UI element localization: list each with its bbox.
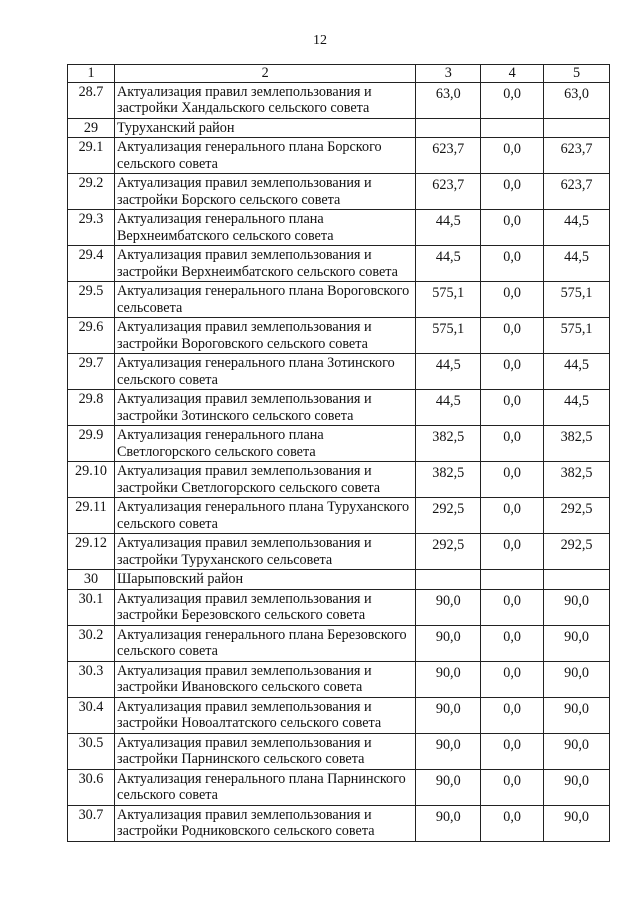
- row-value-col5-cell: 90,0: [544, 805, 610, 841]
- row-value-col4-cell: 0,0: [481, 282, 544, 318]
- row-description-cell: Актуализация правил землепользования и застройки Светлогорского сельского совета: [114, 462, 415, 498]
- row-description-cell: Актуализация генерального плана Туруханского сельского совета: [114, 498, 415, 534]
- row-number-cell: 29.5: [68, 282, 115, 318]
- row-value-col5-cell: 90,0: [544, 589, 610, 625]
- table-row: [68, 625, 610, 661]
- table-row: [68, 498, 610, 534]
- row-value-col4-cell: 0,0: [481, 426, 544, 462]
- row-value-col5-cell: 90,0: [544, 697, 610, 733]
- table-row: [68, 589, 610, 625]
- row-description-cell: Актуализация правил землепользования и застройки Туруханского сельсовета: [114, 534, 415, 570]
- row-value-col5-cell: 90,0: [544, 661, 610, 697]
- row-value-col4-cell: 0,0: [481, 534, 544, 570]
- row-value-col3-cell: 90,0: [416, 805, 481, 841]
- row-description-cell: Актуализация генерального плана Зотинского сельского совета: [114, 354, 415, 390]
- row-description-cell: Актуализация генерального плана Березовского сельского совета: [114, 625, 415, 661]
- row-value-col5-cell: 44,5: [544, 354, 610, 390]
- table-row: [68, 570, 610, 590]
- row-value-col5-cell: 623,7: [544, 174, 610, 210]
- row-value-col5-cell: 292,5: [544, 534, 610, 570]
- row-value-col4-cell: 0,0: [481, 805, 544, 841]
- budget-table: [67, 64, 610, 842]
- row-number-cell: 29.3: [68, 210, 115, 246]
- table-row: [68, 210, 610, 246]
- table-row: [68, 282, 610, 318]
- row-value-col3-cell: 90,0: [416, 733, 481, 769]
- table-row: [68, 138, 610, 174]
- row-value-col5-cell: 44,5: [544, 210, 610, 246]
- row-value-col3-cell: 63,0: [416, 82, 481, 118]
- row-value-col3-cell: 44,5: [416, 354, 481, 390]
- row-description-cell: Шарыповский район: [114, 570, 415, 590]
- row-value-col4-cell: 0,0: [481, 174, 544, 210]
- row-description-cell: Актуализация генерального плана Вороговского сельсовета: [114, 282, 415, 318]
- row-value-col5-cell: 382,5: [544, 426, 610, 462]
- row-value-col5-cell: 90,0: [544, 625, 610, 661]
- table-row: [68, 805, 610, 841]
- row-value-col3-cell: 44,5: [416, 246, 481, 282]
- table-row: [68, 462, 610, 498]
- row-value-col4-cell: 0,0: [481, 210, 544, 246]
- row-description-cell: Туруханский район: [114, 118, 415, 138]
- row-value-col4-cell: 0,0: [481, 661, 544, 697]
- row-number-cell: 30.4: [68, 697, 115, 733]
- table-row: [68, 118, 610, 138]
- row-description-cell: Актуализация правил землепользования и застройки Борского сельского совета: [114, 174, 415, 210]
- row-value-col5-cell: 575,1: [544, 282, 610, 318]
- row-value-col5-cell: 575,1: [544, 318, 610, 354]
- row-value-col3-cell: 90,0: [416, 697, 481, 733]
- row-value-col4-cell: 0,0: [481, 589, 544, 625]
- row-number-cell: 29.6: [68, 318, 115, 354]
- table-row: [68, 354, 610, 390]
- header-cell-5: 5: [544, 65, 610, 83]
- table-row: [68, 769, 610, 805]
- row-description-cell: Актуализация правил землепользования и застройки Ивановского сельского совета: [114, 661, 415, 697]
- row-value-col3-cell: 382,5: [416, 426, 481, 462]
- row-value-col3-cell: [416, 118, 481, 138]
- row-number-cell: 28.7: [68, 82, 115, 118]
- row-value-col3-cell: 292,5: [416, 498, 481, 534]
- table-header-row: [68, 65, 610, 83]
- row-number-cell: 29.7: [68, 354, 115, 390]
- row-number-cell: 29: [68, 118, 115, 138]
- row-description-cell: Актуализация генерального плана Парнинского сельского совета: [114, 769, 415, 805]
- row-value-col4-cell: 0,0: [481, 138, 544, 174]
- row-number-cell: 30: [68, 570, 115, 590]
- row-description-cell: Актуализация правил землепользования и застройки Березовского сельского совета: [114, 589, 415, 625]
- table-row: [68, 426, 610, 462]
- row-description-cell: Актуализация правил землепользования и застройки Новоалтатского сельского совета: [114, 697, 415, 733]
- page-number: 12: [313, 33, 327, 48]
- row-description-cell: Актуализация генерального плана Борского сельского совета: [114, 138, 415, 174]
- table-row: [68, 318, 610, 354]
- row-number-cell: 29.10: [68, 462, 115, 498]
- row-number-cell: 29.2: [68, 174, 115, 210]
- row-value-col4-cell: [481, 570, 544, 590]
- row-value-col3-cell: 575,1: [416, 318, 481, 354]
- row-value-col4-cell: 0,0: [481, 354, 544, 390]
- row-value-col5-cell: 44,5: [544, 246, 610, 282]
- row-value-col5-cell: 623,7: [544, 138, 610, 174]
- row-value-col5-cell: [544, 570, 610, 590]
- row-value-col3-cell: 44,5: [416, 390, 481, 426]
- table-row: [68, 661, 610, 697]
- row-description-cell: Актуализация правил землепользования и застройки Зотинского сельского совета: [114, 390, 415, 426]
- row-number-cell: 30.5: [68, 733, 115, 769]
- row-value-col3-cell: 292,5: [416, 534, 481, 570]
- row-value-col4-cell: 0,0: [481, 246, 544, 282]
- row-number-cell: 30.3: [68, 661, 115, 697]
- row-number-cell: 29.4: [68, 246, 115, 282]
- header-cell-4: 4: [481, 65, 544, 83]
- header-cell-1: 1: [68, 65, 115, 83]
- row-description-cell: Актуализация генерального плана Верхнеимбатского сельского совета: [114, 210, 415, 246]
- row-number-cell: 30.2: [68, 625, 115, 661]
- row-value-col3-cell: 90,0: [416, 769, 481, 805]
- row-description-cell: Актуализация правил землепользования и застройки Парнинского сельского совета: [114, 733, 415, 769]
- row-value-col3-cell: [416, 570, 481, 590]
- row-value-col4-cell: 0,0: [481, 625, 544, 661]
- row-value-col4-cell: 0,0: [481, 769, 544, 805]
- row-value-col3-cell: 90,0: [416, 589, 481, 625]
- row-value-col4-cell: 0,0: [481, 733, 544, 769]
- row-number-cell: 29.1: [68, 138, 115, 174]
- row-value-col4-cell: 0,0: [481, 498, 544, 534]
- row-value-col5-cell: 44,5: [544, 390, 610, 426]
- row-value-col5-cell: [544, 118, 610, 138]
- row-value-col3-cell: 575,1: [416, 282, 481, 318]
- row-value-col5-cell: 63,0: [544, 82, 610, 118]
- row-description-cell: Актуализация генерального плана Светлогорского сельского совета: [114, 426, 415, 462]
- row-value-col3-cell: 44,5: [416, 210, 481, 246]
- row-description-cell: Актуализация правил землепользования и застройки Вороговского сельского совета: [114, 318, 415, 354]
- table-row: [68, 82, 610, 118]
- table-row: [68, 697, 610, 733]
- row-number-cell: 29.12: [68, 534, 115, 570]
- row-value-col4-cell: [481, 118, 544, 138]
- row-value-col3-cell: 90,0: [416, 625, 481, 661]
- row-value-col5-cell: 292,5: [544, 498, 610, 534]
- row-value-col5-cell: 90,0: [544, 733, 610, 769]
- header-cell-3: 3: [416, 65, 481, 83]
- row-value-col3-cell: 382,5: [416, 462, 481, 498]
- row-value-col3-cell: 623,7: [416, 174, 481, 210]
- table-row: [68, 246, 610, 282]
- row-value-col4-cell: 0,0: [481, 697, 544, 733]
- row-value-col3-cell: 90,0: [416, 661, 481, 697]
- row-number-cell: 29.11: [68, 498, 115, 534]
- row-number-cell: 30.6: [68, 769, 115, 805]
- row-value-col4-cell: 0,0: [481, 318, 544, 354]
- row-number-cell: 30.7: [68, 805, 115, 841]
- table-row: [68, 390, 610, 426]
- row-value-col3-cell: 623,7: [416, 138, 481, 174]
- table-row: [68, 534, 610, 570]
- table-row: [68, 733, 610, 769]
- table-row: [68, 174, 610, 210]
- row-number-cell: 29.8: [68, 390, 115, 426]
- row-value-col5-cell: 90,0: [544, 769, 610, 805]
- row-number-cell: 30.1: [68, 589, 115, 625]
- row-value-col5-cell: 382,5: [544, 462, 610, 498]
- row-description-cell: Актуализация правил землепользования и застройки Верхнеимбатского сельского совета: [114, 246, 415, 282]
- header-cell-2: 2: [114, 65, 415, 83]
- row-value-col4-cell: 0,0: [481, 462, 544, 498]
- row-value-col4-cell: 0,0: [481, 82, 544, 118]
- row-description-cell: Актуализация правил землепользования и застройки Хандальского сельского совета: [114, 82, 415, 118]
- row-number-cell: 29.9: [68, 426, 115, 462]
- row-description-cell: Актуализация правил землепользования и застройки Родниковского сельского совета: [114, 805, 415, 841]
- row-value-col4-cell: 0,0: [481, 390, 544, 426]
